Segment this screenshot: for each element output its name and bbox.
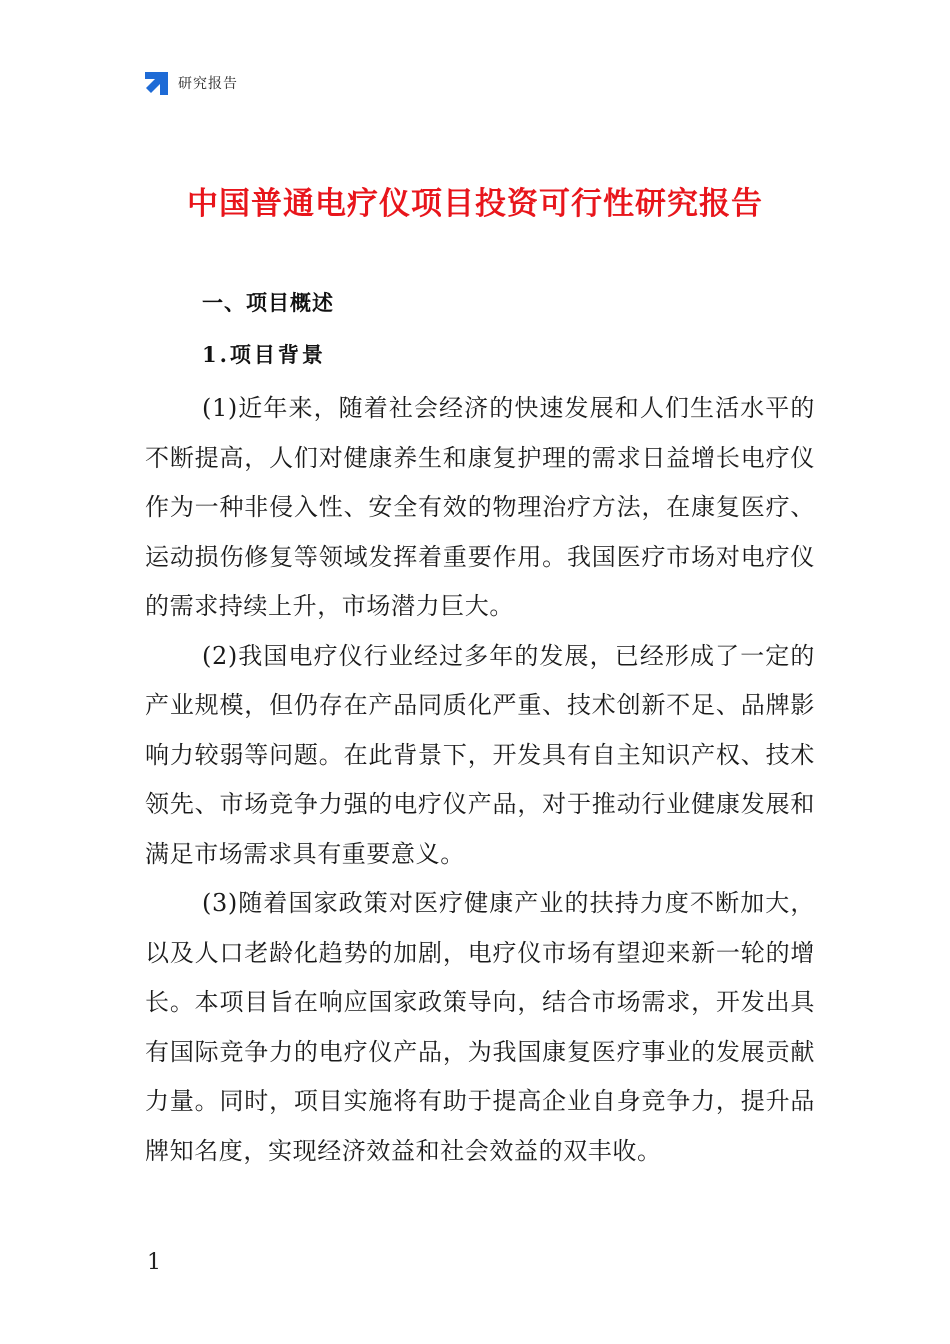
header-label: 研究报告 xyxy=(178,76,238,92)
paragraph-2: (2)我国电疗仪行业经过多年的发展，已经形成了一定的产业规模，但仍存在产品同质化严重、技术创新不足、品牌影响力较弱等问题。在此背景下，开发具有自主知识产权、技术领先、市场竞争力强的电疗仪产品，对于推动行业健康发展和满足市场需求具有重要意义。 xyxy=(145,641,815,868)
sub-heading: 1.项目背景 xyxy=(202,342,326,367)
document-title: 中国普通电疗仪项目投资可行性研究报告 xyxy=(187,186,763,222)
page-header xyxy=(143,68,238,98)
paragraph-1: (1)近年来，随着社会经济的快速发展和人们生活水平的不断提高，人们对健康养生和康复护理的需求日益增长电疗仪作为一种非侵入性、安全有效的物理治疗方法，在康复医疗、运动损伤修复等领域发挥着重要作用。我国医疗市场对电疗仪的需求持续上升，市场潜力巨大。 xyxy=(145,394,815,620)
page-number: 1 xyxy=(147,1250,161,1275)
body-text xyxy=(145,384,815,1176)
section-heading: 一、项目概述 xyxy=(202,291,334,315)
paragraph-3: (3)随着国家政策对医疗健康产业的扶持力度不断加大，以及人口老龄化趋势的加剧，电疗仪市场有望迎来新一轮的增长。本项目旨在响应国家政策导向，结合市场需求，开发出具有国际竞争力的电疗仪产品，为我国康复医疗事业的发展贡献力量。同时，项目实施将有助于提高企业自身竞争力，提升品牌知名度，实现经济效益和社会效益的双丰收。 xyxy=(145,889,815,1165)
arrow-up-right-icon xyxy=(143,70,170,97)
